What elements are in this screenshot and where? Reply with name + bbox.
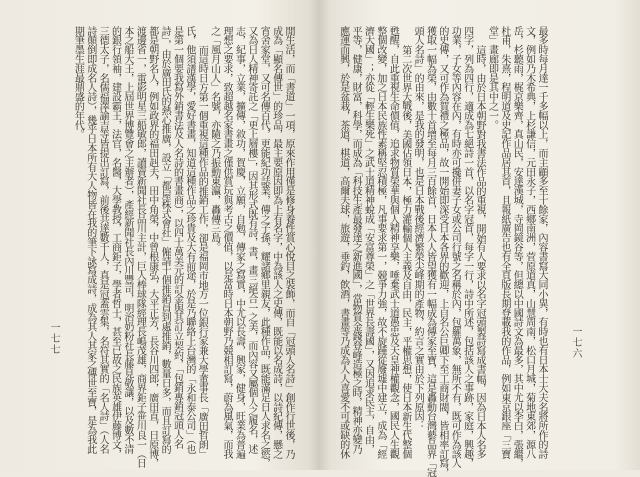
text-line: 功業，子女等內容在內，有時亦可攙併妻子女或公司行號之名稱於內，包羅萬象，無所不有，既可作為該人 [449, 26, 461, 468]
text-line: 岳，杉聽雨，梶京樂齊，真山民，安達漢城，寺岡鏡谷等，但總以中國詩文為最多，其中尤以李白，張繼， [511, 26, 523, 468]
text-line: 獲取一幅為榮，由數十首增至每月三百餘首，日本人人皆望獲有一幅成為傳家至寶，這是轟動台灣藝品界「冠 [424, 26, 436, 477]
text-line: 氏，他須譜漢學，愛好書畫，知道這種作品之珍貴及大有前途，於是乃聯絡上台灣的「永和泰公司」（也 [183, 26, 195, 454]
right-page [318, 0, 640, 477]
text-line: 閒生活，而「書道」一項，原來作用僅是修身養性賞心悅目之裝飾，而自「冠頭人名詩」創作行世後，乃 [283, 26, 294, 459]
text-line: 本之船大王，上屆世界博覽會之主辦者），產經新聞社長內川豐司，明治奶粉社長藤見敬讓，以及數不清 [121, 26, 133, 454]
text-line: 第二次世界大戰後，美國佔領日本，極力灌輸個人主義及自由，民主，平權思想，使日本新生代整個 [399, 45, 411, 459]
text-line: 詩顛倒即成名人詩），幾乎日本所有大人物皆在我的筆下詠寫成詩，成為其人其家之傳世至寶，是為我此 [84, 26, 96, 454]
text-line: 杜甫，朱熹，程明道及史記作品居其首，且報紙廣告也有全頁版長期登載我的作品，例如東京銀座「三寶 [498, 26, 510, 459]
text-line: 的史傳，又可作為賀禮之極品，故一開始即深受日本各界的歡迎，上自名公巨卿下至工商財閥，皆相率訂寫， [436, 26, 448, 477]
text-line: 而這時日方第一個重視這種作品的推銷工作，卻是福岡市地方一位銀行家兼大學董事長「廣田哲朗」 [196, 45, 208, 459]
text-line: 志，紀事，立業，擴傳，敘功，賀慶，立願，自勉，傳家之寫實，中尤以長壽，興家，健身，旺業為普遍 [233, 26, 245, 459]
text-line: 期筆墨生涯最鼎盛的年代。 [72, 26, 84, 139]
text-line: 這時，由於日本朝野對我書法作品的重視，開始有人要求以名字冠頭製詩寫成書幅，因為日本人名多 [474, 45, 486, 459]
text-line: 的銀行領袖，建設霸王，法官，名醫，大學教授，工商鉅子，學者哲士，甚至已故之民族英雄伊藤博文， [109, 26, 121, 459]
text-line: 最多時每月達一千多幅以上，而主顧多至十餘家，內容書寫大同小異，有時也有日本士大夫名將所作的詩 [536, 26, 547, 459]
text-line: 三德太子，名儒福澤諭吉等皆提出訂寫，前後共達數千人，真是冠蓋雲集，名符其實的「名人詩」（人名 [97, 26, 109, 454]
text-line: 整個改變，加之日本民族性素稱堅忍積極，凡事要求第一，競爭力強，故不旋踵從廢墟中建立，成為「經 [374, 26, 386, 459]
text-line: 頭人名詩」的由來，是我的發明，也是日本戰後經濟繁榮尖峰期的產物，約言之實由於下列原因： [412, 26, 424, 431]
text-line: 都是朝野名人，例如政界的福田赳夫，田中角榮，中曾根康弘，大平正芳，長谷川四郎，廣田直，日原博， [146, 26, 158, 468]
text-line: 四字，列為四行，適成為七絕詩一首，以名字冠首，每字一行，詩中所述，包括該人之事跡，家庭，興趣， [461, 26, 473, 468]
text-line: 又為日人精神寄託之「更上層樓」，因其形式既有詩，書，畫三絕合一之美，而內容又屬個人之履名，述 [245, 26, 257, 454]
text-line: 詩」，由於廣田氏的熱心推廣，設立「都屋株式會社」僱請十個推銷員到處推銷，數量日多，而且訂寫的 [159, 26, 171, 454]
text-line: 平等，健康，財富，科學，而成為「科技生產最發達之新進國」，當物質金錢登峰造極之時，精神亦變乃 [350, 26, 362, 454]
page-number: 一七六 [570, 326, 581, 359]
text-line: 宵舍家堂，又可名傳百代，更能紀功誌業，傳之子孫，耀諸鄉里親友，此種作品，既能滿足日人求名之慾， [258, 26, 270, 468]
right-page-text [335, 26, 547, 477]
page-number: 一七七 [48, 322, 59, 355]
text-line: 堂」畫廊即是其中之一。 [486, 26, 498, 130]
text-line: 文，例如乃木希典，上杉謙信，元田永子，西鄉南洲，菅原道真，山慧周南，松口月城，菊地東郊，源八 [523, 26, 535, 459]
text-line: 渡邊省一，電影明星三船敏郎，讀賣新聞社長品川主計，巨人棒球隊經理長嶋茂雄，商界鉅子笹川良一（日 [134, 26, 146, 468]
text-line: 甦醒，自此重視生命價值，追求物質榮華與個人精神享樂，唾棄武士道愚忠及天皇神權觀念，國民人生觀 [387, 26, 399, 459]
text-line: 理想之要求，致超越名家書畫之僅供賞玩與考古之價值，以是當時日本朝野乃競相訂寫，蔚為風氣，而我 [221, 26, 233, 459]
text-line: 應運而興，於是盆栽，茶道，棋道，高爾夫球，旅遊，垂釣，飲酒，書畫等乃成為人人喜愛不可或缺的休 [337, 26, 349, 459]
text-line: 濟大國」；亦從「輕生樂死」之武士道精神蛻成「安富尊榮」之「世界長壽國」，又因追求民主，自由， [362, 26, 374, 454]
left-page [0, 0, 318, 470]
text-line: 是第一個要我寫外銷書法及人名詩的書畫商），以四十萬美元的訂金與其訂立契約，「包銷專銷冠頭人名 [171, 26, 183, 449]
text-line: 之「風月山人」名號，亦隨之乃振動東瀛，轟傳三島。 [208, 26, 220, 252]
left-page-text [70, 26, 293, 470]
text-line: 成為「顯名傳世」的珍品，最主要原因即為上有名字，中為該人之史傳，既能以名成詩，以詩紀傳，懸之 [270, 26, 282, 459]
